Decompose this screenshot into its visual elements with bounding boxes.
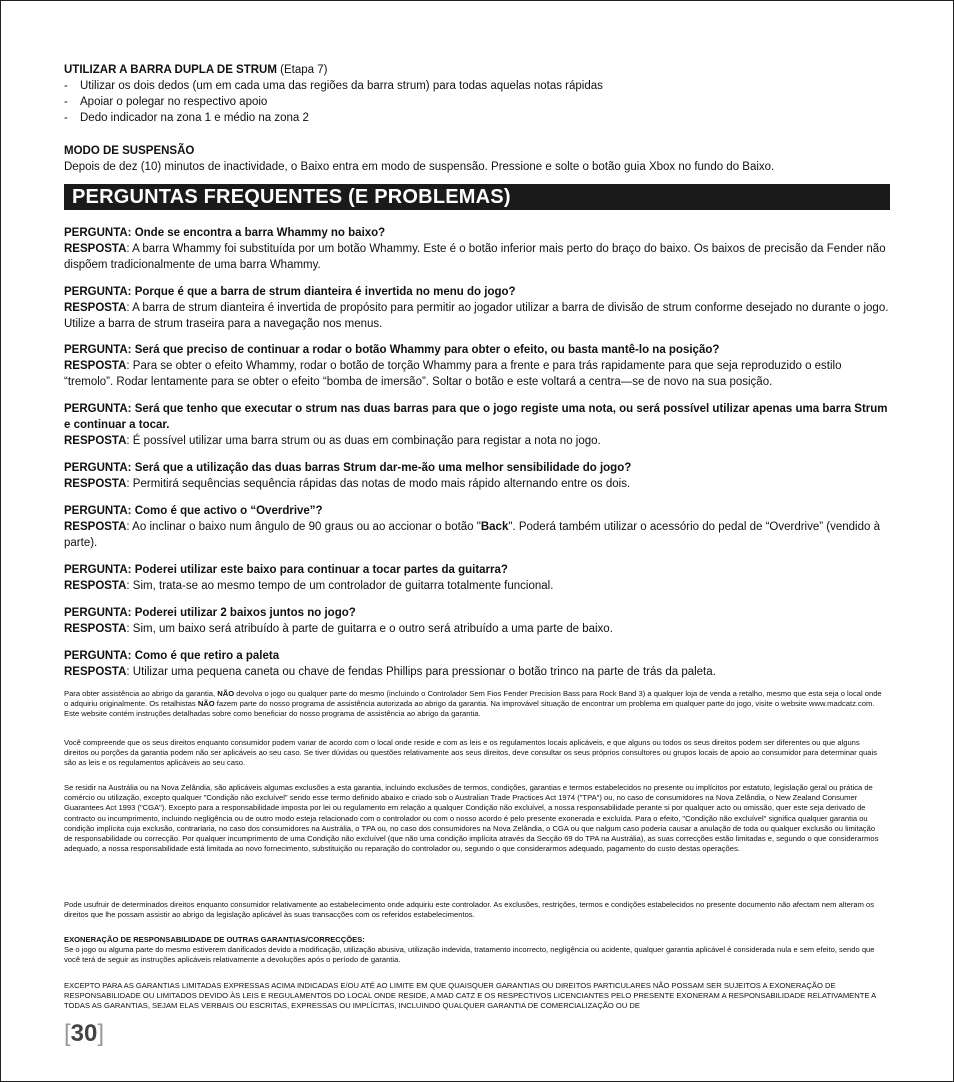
faq-question: PERGUNTA: Onde se encontra a barra Whammy no baixo? bbox=[64, 227, 386, 239]
strum-step: (Etapa 7) bbox=[276, 64, 328, 76]
strum-title: UTILIZAR A BARRA DUPLA DE STRUM bbox=[64, 64, 277, 76]
faq-question: PERGUNTA: Poderei utilizar este baixo para continuar a tocar partes da guitarra? bbox=[64, 564, 508, 576]
warranty-paragraph: Para obter assistência ao abrigo da garantia, NÃO devolva o jogo ou qualquer parte do mesmo (incluindo o Controlador Sem Fios Fender Precision Bass para Rock Band 3) a qualquer loja de venda a retalho, mesmo que esta seja o local onde o adquiriu originalmente. Os retalhistas NÃO fazem parte do nosso programa de assistência autorizada ao abrigo da garantia. Na improvável situação de encontrar um problema em qualquer parte do jogo, visite o website www.madcatz.com. Este website contém instruções detalhadas sobre como beneficiar do nosso programa de assistência ao abrigo da garantia. bbox=[64, 689, 882, 719]
page-number: [30] bbox=[64, 1020, 105, 1047]
faq-heading: PERGUNTAS FREQUENTES (E PROBLEMAS) bbox=[64, 184, 890, 210]
faq-question: PERGUNTA: Como é que retiro a paleta bbox=[64, 650, 280, 662]
faq-answer: : É possível utilizar uma barra strum ou as duas em combinação para registar a nota no jogo. bbox=[126, 435, 601, 447]
faq-answer: : A barra Whammy foi substituída por um botão Whammy. Este é o botão inferior mais perto do braço do baixo. Os baixos de precisão da Fender não dispõem tradicionalmente de uma barra Whammy. bbox=[64, 243, 886, 271]
faq-question: PERGUNTA: Será que preciso de continuar a rodar o botão Whammy para obter o efeito, ou basta mantê-lo na posição? bbox=[64, 344, 720, 356]
faq-item: PERGUNTA: Poderei utilizar 2 baixos juntos no jogo? RESPOSTA: Sim, um baixo será atribuído à parte de guitarra e o outro será atribuído a uma parte de baixo. bbox=[64, 605, 890, 637]
faq-item: PERGUNTA: Poderei utilizar este baixo para continuar a tocar partes da guitarra? RESPOSTA: Sim, trata-se ao mesmo tempo de um controlador de guitarra totalmente funcional. bbox=[64, 562, 890, 594]
faq-item: PERGUNTA: Onde se encontra a barra Whammy no baixo? RESPOSTA: A barra Whammy foi substituída por um botão Whammy. Este é o botão inferior mais perto do braço do baixo. Os baixos de precisão da Fender não dispõem tradicionalmente de uma barra Whammy. bbox=[64, 225, 890, 273]
rights-paragraph: Você compreende que os seus direitos enquanto consumidor podem variar de acordo com o local onde reside e com as leis e os regulamentos locais aplicáveis, e que alguns ou todos os seus direitos podem ser diferentes ou que alguns direitos ou porções da garantia podem não ser aplicáveis ao seu caso. Se tiver dúvidas ou questões relativamente aos seus direitos, deve consultar os seus próprios consultores ou grupos locais de apoio ao consumidor para determinar quais são as leis e os regulamentos aplicáveis ao seu caso. bbox=[64, 738, 877, 768]
faq-answer: : Para se obter o efeito Whammy, rodar o botão de torção Whammy para a frente e para trás rapidamente para que seja reproduzido o estilo “tremolo”. Rodar lentamente para se obter o efeito “bomba de imersão”. Soltar o botão e este voltará a centra—se de novo na sua posição. bbox=[64, 360, 842, 388]
faq-item: PERGUNTA: Será que a utilização das duas barras Strum dar-me-ão uma melhor sensibilidade do jogo? RESPOSTA: Permitirá sequências sequência rápidas das notas de modo mais rápido alternando entre os dois. bbox=[64, 460, 890, 492]
list-item: - Dedo indicador na zona 1 e médio na zona 2 bbox=[64, 112, 309, 124]
caps-paragraph: EXCEPTO PARA AS GARANTIAS LIMITADAS EXPRESSAS ACIMA INDICADAS E/OU ATÉ AO LIMITE EM QUE QUAISQUER GARANTIAS OU DIREITOS PARTICULARES NÃO POSSAM SER SUJEITOS A EXONERAÇÃO DE RESPONSABILIDADE OU LIMITADOS DEVIDO ÀS LEIS E REGULAMENTOS DO LOCAL ONDE RESIDE, A MAD CATZ E OS RESPECTIVOS LICENCIANTES PELO PRESENTE EXONERAM A RESPONSABILIDADE RELATIVAMENTE A TODAS AS GARANTIAS, SEJAM ELAS VERBAIS OU ESCRITAS, EXPRESSAS OU IMPLÍCITAS, INCLUINDO QUALQUER GARANTIA DE COMERCIALIZAÇÃO OU DE bbox=[64, 981, 876, 1011]
faq-question: PERGUNTA: Porque é que a barra de strum dianteira é invertida no menu do jogo? bbox=[64, 286, 516, 298]
faq-item: PERGUNTA: Será que preciso de continuar a rodar o botão Whammy para obter o efeito, ou basta mantê-lo na posição? RESPOSTA: Para se obter o efeito Whammy, rodar o botão de torção Whammy para a frente e para trás rapidamente para que seja reproduzido o estilo “tremolo”. Rodar lentamente para se obter o efeito “bomba de imersão”. Soltar o botão e este voltará a centra—se de novo na sua posição. bbox=[64, 342, 890, 390]
australia-paragraph: Se residir na Austrália ou na Nova Zelândia, são aplicáveis algumas exclusões a esta garantia, incluindo exclusões de termos, condições, garantias e termos estabelecidos no presente ou implícitos por estatuto, legislação geral ou prática de comércio ou utilização, excepto qualquer "Condição não excluível" sendo esse termo definido abaixo e criado sob o Australian Trade Practices Act 1974 ("TPA") ou, no caso de consumidores na Nova Zelândia, o New Zealand Consumer Guarantees Act 1993 ("CGA"). Excepto para a responsabilidade imposta por lei ou regulamento em relação a qualquer Condição não excluível, a nossa responsabilidade perante si por qualquer acto ou omissão, quer este seja derivado de contracto ou incumprimento, incluindo negligência ou de outro modo esteja relacionado com o controlador ou com o nosso acordo é pelo presente exonerada e excluída. Para o efeito, "Condição não excluível" significa qualquer garantia ou condição implícita cuja exclusão, contrariaria, no caso dos consumidores na Austrália, o TPA ou, no caso dos consumidores na Nova Zelândia, o CGA ou que nalgum caso poderia causar a anulação de toda ou qualquer exclusão ou limitação de responsabilidade ou correcção. Por qualquer incumprimento de uma Condição não excluível (que não uma condição implícita através da Secção 69 do TPA na Austrália), as suas correcções estão limitadas e, segundo o que considerarmos adequado, a nossa responsabilidade está limitada ao novo fornecimento, substituição ou reparação do controlador ou, segundo o que considerarmos adequado, pagamento do custo destas operações. bbox=[64, 783, 879, 854]
strum-section bbox=[64, 62, 878, 175]
faq-answer: : Utilizar uma pequena caneta ou chave de fendas Phillips para pressionar o botão trinco na parte de trás da paleta. bbox=[126, 666, 716, 678]
faq-item: PERGUNTA: Como é que activo o “Overdrive”? RESPOSTA: Ao inclinar o baixo num ângulo de 90 graus ou ao accionar o botão "Back". Poderá também utilizar o acessório do pedal de “Overdrive” (vendido à parte). bbox=[64, 503, 890, 551]
faq-answer: : Ao inclinar o baixo num ângulo de 90 graus ou ao accionar o botão " bbox=[126, 521, 481, 533]
faq-item: PERGUNTA: Será que tenho que executar o strum nas duas barras para que o jogo registe uma nota, ou será possível utilizar apenas uma barra Strum e continuar a tocar. RESPOSTA: É possível utilizar uma barra strum ou as duas em combinação para registar a nota no jogo. bbox=[64, 401, 890, 449]
faq-answer: : A barra de strum dianteira é invertida de propósito para permitir ao jogador utilizar a barra de divisão de strum conforme desejado no durante o jogo. Utilize a barra de strum traseira para a navegação nos menus. bbox=[64, 302, 889, 330]
faq-answer: : Permitirá sequências sequência rápidas das notas de modo mais rápido alternando entre os dois. bbox=[126, 478, 631, 490]
disclaimer-title: EXONERAÇÃO DE RESPONSABILIDADE DE OUTRAS GARANTIAS/CORRECÇÕES: bbox=[64, 935, 365, 944]
faq-question: PERGUNTA: Será que tenho que executar o strum nas duas barras para que o jogo registe uma nota, ou será possível utilizar apenas uma barra Strum e continuar a tocar. bbox=[64, 403, 888, 431]
faq-answer: : Sim, um baixo será atribuído à parte de guitarra e o outro será atribuído a uma parte de baixo. bbox=[126, 623, 613, 635]
disclaimer-text: Se o jogo ou alguma parte do mesmo estiverem danificados devido a modificação, utilização abusiva, utilização indevida, tratamento incorrecto, negligência ou acidente, qualquer garantia aplicável é considerada nula e sem efeito, sendo que você terá de seguir as instruções aplicáveis relativamente a devoluções após o período de garantia. bbox=[64, 945, 875, 965]
faq-question: PERGUNTA: Poderei utilizar 2 baixos juntos no jogo? bbox=[64, 607, 356, 619]
consumer-rights-paragraph: Pode usufruir de determinados direitos enquanto consumidor relativamente ao estabelecimento onde adquiriu este controlador. As exclusões, restrições, termos e condições estabelecidos no presente documento não afectam nem alteram os direitos que lhe possam assistir ao abrigo da legislação aplicável às suas transacções com os referidos estabelecimentos. bbox=[64, 900, 875, 920]
faq-item: PERGUNTA: Como é que retiro a paleta RESPOSTA: Utilizar uma pequena caneta ou chave de fendas Phillips para pressionar o botão trinco na parte de trás da paleta. bbox=[64, 648, 890, 680]
faq-item: PERGUNTA: Porque é que a barra de strum dianteira é invertida no menu do jogo? RESPOSTA: A barra de strum dianteira é invertida de propósito para permitir ao jogador utilizar a barra de divisão de strum conforme desejado no durante o jogo. Utilize a barra de strum traseira para a navegação nos menus. bbox=[64, 286, 889, 330]
faq-question: PERGUNTA: Como é que activo o “Overdrive”? bbox=[64, 505, 323, 517]
faq-question: PERGUNTA: Será que a utilização das duas barras Strum dar-me-ão uma melhor sensibilidade do jogo? bbox=[64, 462, 632, 474]
suspend-text: Depois de dez (10) minutos de inactividade, o Baixo entra em modo de suspensão. Pressione e solte o botão guia Xbox no fundo do Baixo. bbox=[64, 161, 775, 173]
list-item: - Apoiar o polegar no respectivo apoio bbox=[64, 96, 268, 108]
suspend-title: MODO DE SUSPENSÃO bbox=[64, 145, 195, 157]
faq-answer: : Sim, trata-se ao mesmo tempo de um controlador de guitarra totalmente funcional. bbox=[126, 580, 554, 592]
list-item: - Utilizar os dois dedos (um em cada uma das regiões da barra strum) para todas aquelas notas rápidas bbox=[64, 80, 603, 92]
disclaimer-section bbox=[64, 935, 882, 966]
